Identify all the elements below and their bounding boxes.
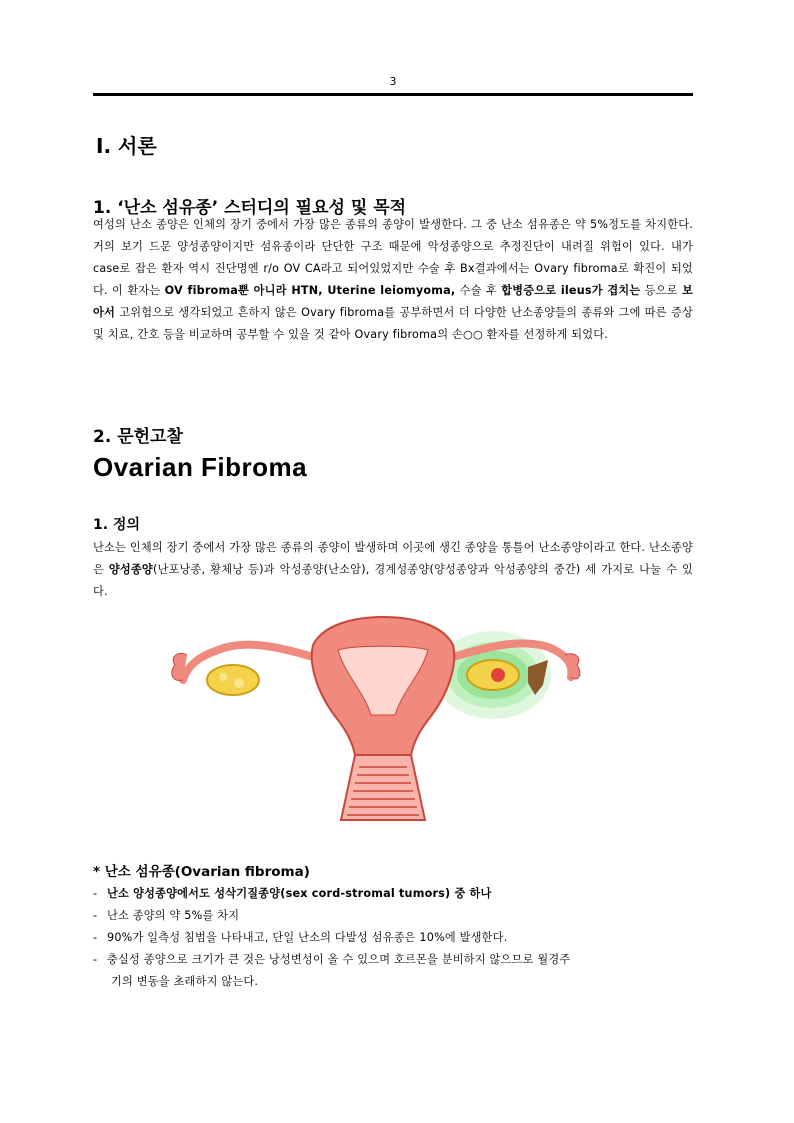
part1-paragraph	[93, 214, 693, 346]
ovarian-tumor	[491, 668, 505, 682]
dash-icon: -	[93, 909, 98, 922]
list-item	[93, 949, 693, 993]
part1-text-a: 여성의 난소 종양은 인체의 장기 중에서 가장 많은 종류의 종양이 발생한다. 그 중 난소 섬유종은 약 5%정도를 차지한다. 거의 보기 드문 양성종양이지만 섬유종이라 단단한 구조 때문에 악성종양으로 추정진단이 내려질 위험이 있다. 내가 case로 잡은 환자 역시 진단명엔 r/o OV CA라고 되어있었지만 수술 후 Bx결과에서는 Ovary fibroma로 확진이 되었다. 이 환자는	[93, 218, 693, 297]
bullet-1: 난소 양성종양에서도 성삭기질종양(sex cord-stromal tumors) 중 하나	[107, 887, 492, 900]
dash-icon: -	[93, 953, 98, 966]
dash-icon: -	[93, 931, 98, 944]
part1-text-c: 등으로	[640, 284, 682, 297]
part1-bold-1: OV fibroma뿐 아니라 HTN, Uterine leiomyoma,	[164, 284, 456, 297]
bullet-3: 90%가 일측성 침범을 나타내고, 단일 난소의 다발성 섬유종은 10%에 발생한다.	[107, 931, 508, 944]
left-ovary	[207, 665, 259, 695]
definition-text-a: 난소는 인체의 장기 중에서 가장 많은 종류의 종양이 발생하며 이곳에 생긴 종양을 통틀어 난소종양이라고 한다. 난소종양은	[93, 541, 693, 576]
page-number: 3	[389, 75, 397, 88]
definition-bold: 양성종양	[108, 563, 153, 576]
fibroma-bullet-list	[93, 883, 693, 993]
list-item	[93, 883, 693, 905]
part1-bold-3: 보아서	[93, 284, 693, 319]
list-item	[93, 905, 693, 927]
section-title: Ⅰ. 서론	[96, 134, 157, 158]
definition-paragraph	[93, 537, 693, 603]
definition-text-b: (난포낭종, 황체낭 등)과 악성종양(난소암), 경계성종양(양성종양과 악성종양의 중간) 세 가지로 나눌 수 있다.	[93, 563, 693, 598]
part2-heading: 2. 문헌고찰	[93, 427, 183, 447]
definition-heading: 1. 정의	[93, 517, 140, 533]
ovarian-fibroma-title: Ovarian Fibroma	[93, 452, 308, 482]
uterus-ovary-illustration	[163, 605, 603, 830]
dash-icon: -	[93, 887, 98, 900]
cervix-vagina	[341, 755, 425, 820]
list-item	[93, 927, 693, 949]
bullet-2: 난소 종양의 약 5%를 차지	[107, 909, 240, 922]
fibroma-list-title: * 난소 섬유종(Ovarian fibroma)	[93, 864, 310, 880]
part1-text-b: 수술 후	[455, 284, 502, 297]
part1-heading: 1. ‘난소 섬유종’ 스터디의 필요성 및 목적	[93, 198, 407, 218]
bullet-4-line-2: 기의 변동을 초래하지 않는다.	[111, 975, 259, 988]
part1-text-d: 고위험으로 생각되었고 흔하지 않은 Ovary fibroma를 공부하면서 더 다양한 난소종양들의 종류와 그에 따른 증상 및 치료, 간호 등을 비교하며 공부할 수 있을 것 같아 Ovary fibroma의 손○○ 환자를 선정하게 되었다.	[93, 306, 693, 341]
header-rule	[93, 93, 693, 96]
part1-bold-2: 합병증으로 ileus가 겹치는	[501, 284, 641, 297]
bullet-4-line-1: 충실성 종양으로 크기가 큰 것은 낭성변성이 올 수 있으며 호르몬을 분비하지 않으므로 월경주	[107, 953, 571, 966]
